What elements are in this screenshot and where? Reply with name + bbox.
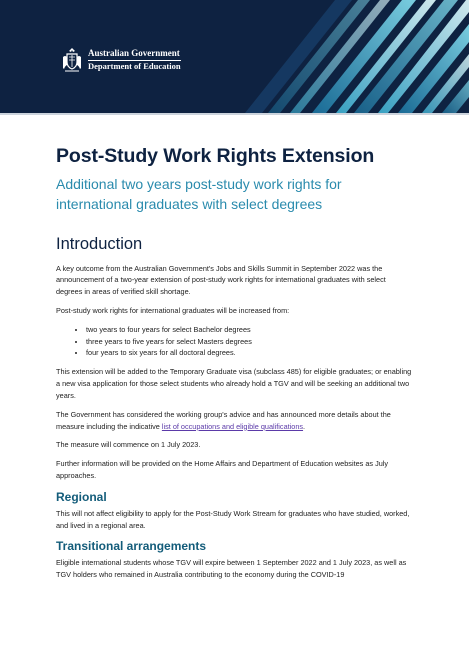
header-banner <box>0 0 469 113</box>
transitional-paragraph: Eligible international students whose TGV will expire between 1 September 2022 and 1 July 2023, as well as TGV holders who remained in Australia contributing to the economy during the COVID-19 <box>56 558 407 580</box>
list-item: • two years to four years for select Bachelor degrees <box>86 324 413 336</box>
document-body <box>0 145 469 581</box>
paragraph-text: . <box>303 421 306 431</box>
regional-heading: Regional <box>56 489 107 504</box>
list-item: • four years to six years for all doctoral degrees. <box>86 347 413 359</box>
intro-paragraph-3: This extension will be added to the Temporary Graduate visa (subclass 485) for eligible graduates; or enabling a new visa application for those select students who already hold a TGV and will be seeking an additional two years. <box>56 367 412 400</box>
org-name: Australian Government <box>88 48 180 59</box>
intro-paragraph-4 <box>56 409 413 433</box>
department-name: Department of Education <box>88 60 181 71</box>
coat-of-arms-icon <box>62 47 82 73</box>
intro-paragraph-1: A key outcome from the Australian Government's Jobs and Skills Summit in September 2022 was the announcement of a two-year extension of post-study work rights for international graduates with select degrees in areas of verified skill shortage. <box>56 263 386 297</box>
work-rights-list <box>56 324 413 359</box>
introduction-heading: Introduction <box>56 234 143 253</box>
regional-paragraph: This will not affect eligibility to apply for the Post-Study Work Stream for graduates who have studied, worked, and lived in a regional area. <box>56 508 410 530</box>
header-divider <box>0 113 469 115</box>
page-subtitle: Additional two years post-study work rights for international graduates with select degrees <box>56 176 342 213</box>
government-logo <box>62 47 181 73</box>
transitional-heading: Transitional arrangements <box>56 539 207 554</box>
page-title: Post-Study Work Rights Extension <box>56 145 375 167</box>
intro-paragraph-2: Post-study work rights for international graduates will be increased from: <box>56 306 290 316</box>
paragraph-text: The Government has considered the working group's advice and has announced more details about the measure including the indicative <box>56 409 391 431</box>
intro-paragraph-6: Further information will be provided on the Home Affairs and Department of Education websites as July approaches. <box>56 459 389 480</box>
intro-paragraph-5: The measure will commence on 1 July 2023. <box>56 440 201 450</box>
occupations-list-link[interactable]: list of occupations and eligible qualifications <box>161 421 304 431</box>
list-item: • three years to five years for select Masters degrees <box>86 336 413 348</box>
